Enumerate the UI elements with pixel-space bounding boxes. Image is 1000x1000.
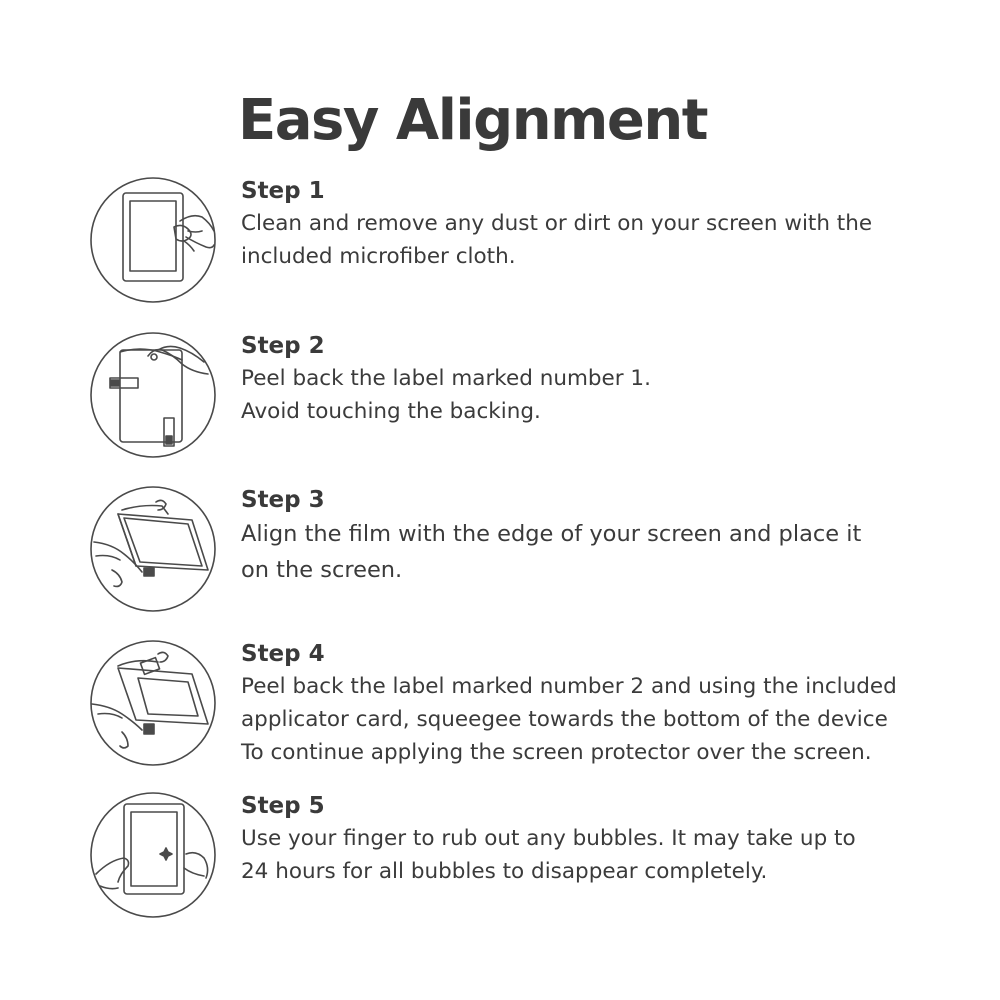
step-text-line: on the screen. <box>241 557 403 583</box>
step-text-line: Clean and remove any dust or dirt on your screen with the <box>241 211 873 236</box>
step-text-line: Peel back the label marked number 1. <box>241 366 651 391</box>
step-text-line: Use your finger to rub out any bubbles. It may take up to <box>241 826 856 851</box>
step-title: Step 5 <box>241 793 325 819</box>
rub-bubbles-icon <box>88 790 218 920</box>
step-text-line: 24 hours for all bubbles to disappear completely. <box>241 859 768 884</box>
page-title: Easy Alignment <box>238 88 708 153</box>
align-film-icon <box>88 484 218 614</box>
step-title: Step 3 <box>241 487 325 513</box>
step-text-line: Align the film with the edge of your screen and place it <box>241 521 862 547</box>
tablet-cleaning-cloth-icon <box>88 175 218 305</box>
step-title: Step 4 <box>241 641 325 667</box>
squeegee-card-icon <box>88 638 218 768</box>
step-text-line: To continue applying the screen protector over the screen. <box>241 740 872 765</box>
step-text-line: Avoid touching the backing. <box>241 399 541 424</box>
step-text-line: applicator card, squeegee towards the bottom of the device <box>241 707 888 732</box>
step-text-line: Peel back the label marked number 2 and using the included <box>241 674 897 699</box>
peel-label-icon <box>88 330 218 460</box>
step-title: Step 2 <box>241 333 325 359</box>
step-title: Step 1 <box>241 178 325 204</box>
step-text-line: included microfiber cloth. <box>241 244 516 269</box>
